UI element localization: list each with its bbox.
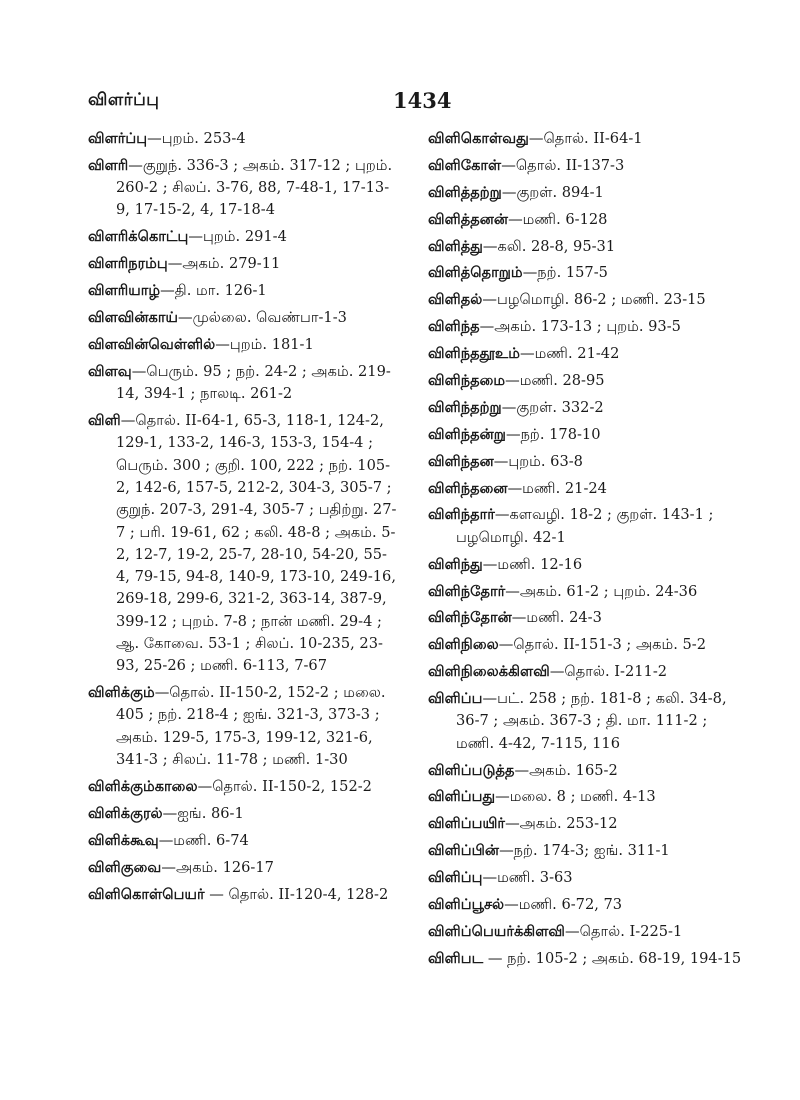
entry-references: —மணி. 21-42 (519, 345, 620, 363)
entry-references: —தி. மா. 126-1 (160, 282, 267, 300)
entry-references: —நற். 174-3; ஐங். 311-1 (499, 842, 670, 860)
index-entry (428, 504, 744, 549)
index-entry (88, 226, 400, 248)
entry-references: —அகம். 173-13 ; புறம். 93-5 (479, 318, 681, 336)
entry-headword: விளவின்வெள்ளில் (88, 335, 216, 353)
left-column (88, 128, 400, 910)
index-entry (88, 280, 400, 302)
entry-references: —மணி. 6-72, 73 (504, 896, 623, 914)
entry-headword: விளரி (88, 156, 129, 174)
entry-headword: விளிப்பூசல் (428, 896, 505, 914)
entry-references: —புறம். 181-1 (215, 335, 314, 353)
index-entry (88, 803, 400, 825)
entry-headword: விளிந்தமை (428, 372, 506, 390)
entry-references: —பெரும். 95 ; நற். 24-2 ; அகம். 219-14, 394-1 ; நாலடி. 261-2 (116, 362, 391, 403)
index-entry (88, 857, 400, 879)
entry-headword: விளிகொள்வது (428, 130, 529, 147)
entry-references: —அகம். 61-2 ; புறம். 24-36 (505, 582, 698, 600)
index-entry (428, 424, 744, 446)
entry-references: —தொல். I-225-1 (565, 922, 683, 940)
index-entry (88, 830, 400, 852)
index-entry (428, 155, 744, 177)
entry-headword: விளிந்தற்று (428, 398, 502, 416)
entry-references: —மணி. 12-16 (482, 555, 583, 573)
entry-references: —முல்லை. வெண்பா-1-3 (178, 309, 347, 327)
entry-headword: விளிக்குரல் (88, 804, 163, 822)
entry-references: —தொல். II-151-3 ; அகம். 5-2 (498, 636, 707, 654)
entry-headword: விளிக்கும் (88, 684, 155, 702)
entry-references: — தொல். II-120-4, 128-2 (204, 885, 389, 903)
index-entry (428, 554, 744, 576)
index-entry (428, 478, 744, 500)
index-entry (88, 682, 400, 771)
entry-references: —நற். 157-5 (522, 264, 608, 282)
entry-references: —மணி. 21-24 (507, 479, 607, 497)
index-entry (428, 760, 744, 782)
entry-references: —கலி. 28-8, 95-31 (482, 237, 616, 255)
entry-headword: விளிக்கும்காலை (88, 777, 198, 795)
entry-headword: விளிகுவை (88, 858, 162, 876)
index-entry (88, 776, 400, 798)
entry-references: —மணி. 3-63 (482, 869, 573, 887)
index-entry (428, 209, 744, 231)
index-entry (428, 128, 744, 150)
entry-references: —தொல். II-64-1 (528, 130, 643, 147)
index-entry (88, 334, 400, 356)
entry-headword: விளித்து (428, 237, 483, 255)
index-entry (428, 867, 744, 889)
index-entry (428, 236, 744, 258)
index-entry (428, 182, 744, 204)
index-entry (428, 316, 744, 338)
entry-references: —தொல். II-150-2, 152-2 ; மலை. 405 ; நற். 218-4 ; ஐங். 321-3, 373-3 ; அகம். 129-5, 175-3, 199-12, 321-6, 341-3 ; சிலப். 11-78 ; மணி. 1-30 (116, 684, 386, 769)
entry-headword: விளரிக்கொட்பு (88, 228, 189, 246)
entry-headword: விளிப்பயிர் (428, 815, 506, 833)
entry-headword: விளிந்தோர் (428, 582, 506, 600)
entry-headword: விளித்தனன் (428, 210, 509, 228)
entry-headword: விளிக்கூவு (88, 831, 159, 849)
entry-references: — நற். 105-2 ; அகம். 68-19, 194-15 (483, 949, 742, 967)
index-entry (428, 661, 744, 683)
index-entry (428, 581, 744, 603)
page-number: 1434 (393, 88, 452, 113)
entry-references: —புறம். 63-8 (493, 452, 583, 470)
entry-references: —அகம். 253-12 (505, 815, 618, 833)
index-entry (428, 894, 744, 916)
entry-headword: விளிகொள்பெயர் (88, 885, 205, 903)
entry-headword: விளித்தற்று (428, 183, 502, 201)
index-entry (428, 688, 744, 755)
entry-references: —நற். 178-10 (505, 425, 601, 443)
entry-headword: விளிதல் (428, 291, 483, 309)
entry-headword: விளிந்த (428, 318, 480, 336)
entry-headword: விளி (88, 412, 121, 430)
index-entry (428, 262, 744, 284)
entry-references: —தொல். II-137-3 (501, 156, 625, 174)
entry-headword: விளிகோள் (428, 156, 502, 174)
entry-headword: விளிப்பின் (428, 842, 500, 860)
entry-headword: விளரிநரம்பு (88, 255, 168, 273)
entry-headword: விளிந்ததூஉம் (428, 345, 520, 363)
entry-headword: விளரியாழ் (88, 282, 161, 300)
entry-headword: விளிப்பு (428, 869, 483, 887)
entry-headword: விளர்ப்பு (88, 130, 148, 147)
entry-references: —மணி. 6-128 (508, 210, 608, 228)
index-entry (88, 253, 400, 275)
entry-headword: விளிந்தோன் (428, 609, 512, 627)
entry-references: —தொல். II-64-1, 65-3, 118-1, 124-2, 129-1, 133-2, 146-3, 153-3, 154-4 ; பெரும். 300 ; குறி. 100, 222 ; நற். 105-2, 142-6, 157-5, 212-2, 304-3, 305-7 ; குறுந். 207-3, 291-4, 305-7 ; பதிற்று. 27-7 ; பரி. 19-61, 62 ; கலி. 48-8 ; அகம். 5-2, 12-7, 19-2, 25-7, 28-10, 54-20, 55-4, 79-15, 94-8, 140-9, 173-10, 249-16, 269-18, 299-6, 321-2, 363-14, 387-9, 399-12 ; புறம். 7-8 ; நான் மணி. 29-4 ; ஆ. கோவை. 53-1 ; சிலப். 10-235, 23-93, 25-26 ; மணி. 6-113, 7-67 (116, 412, 397, 675)
index-entry (428, 343, 744, 365)
right-column (428, 128, 744, 975)
entry-references: —மணி. 6-74 (158, 831, 249, 849)
index-entry (428, 607, 744, 629)
entry-references: —மலை. 8 ; மணி. 4-13 (495, 788, 656, 806)
entry-headword: விளித்தொறும் (428, 264, 523, 282)
entry-headword: விளிந்து (428, 555, 483, 573)
entry-references: —தொல். I-211-2 (549, 663, 668, 681)
entry-headword: விளிநிலைக்கிளவி (428, 663, 550, 681)
entry-references: —மணி. 24-3 (511, 609, 602, 627)
entry-references: —குறள். 332-2 (501, 398, 604, 416)
index-entry (428, 786, 744, 808)
index-entry (428, 921, 744, 943)
index-entry (88, 128, 400, 150)
entry-headword: விளிப்பது (428, 788, 496, 806)
entry-references: —அகம். 126-17 (161, 858, 274, 876)
entry-references: —பட். 258 ; நற். 181-8 ; கலி. 34-8, 36-7 ; அகம். 367-3 ; தி. மா. 111-2 ; மணி. 4-42, 7-115, 116 (456, 690, 727, 752)
running-head: விளர்ப்பு (88, 90, 160, 110)
index-entry (428, 451, 744, 473)
entry-headword: விளவு (88, 362, 132, 380)
entry-references: —அகம். 279-11 (167, 255, 281, 273)
entry-headword: விளிந்தன (428, 452, 494, 470)
entry-references: —மணி. 28-95 (505, 372, 605, 390)
entry-headword: விளிந்தனை (428, 479, 508, 497)
index-entry (428, 840, 744, 862)
entry-headword: விளிப்ப (428, 690, 483, 708)
entry-headword: விளிந்தார் (428, 506, 495, 524)
index-entry (428, 370, 744, 392)
entry-headword: விளவின்காய் (88, 309, 178, 327)
entry-references: —அகம். 165-2 (514, 761, 618, 779)
index-entry (88, 410, 400, 678)
index-entry (88, 307, 400, 329)
index-entry (88, 361, 400, 406)
index-entry (428, 397, 744, 419)
index-entry (88, 884, 400, 906)
index-entry (428, 289, 744, 311)
entry-references: —குறள். 894-1 (501, 183, 604, 201)
index-entry (88, 155, 400, 222)
index-entry (428, 813, 744, 835)
entry-headword: விளிப்பெயர்க்கிளவி (428, 922, 566, 940)
entry-references: —பழமொழி. 86-2 ; மணி. 23-15 (482, 291, 706, 309)
entry-headword: விளிபட (428, 949, 484, 967)
entry-references: —களவழி. 18-2 ; குறள். 143-1 ; பழமொழி. 42-1 (456, 506, 714, 546)
entry-references: —தொல். II-150-2, 152-2 (197, 777, 372, 795)
entry-references: —புறம். 291-4 (188, 228, 287, 246)
entry-references: —குறுந். 336-3 ; அகம். 317-12 ; புறம். 260-2 ; சிலப். 3-76, 88, 7-48-1, 17-13-9, 17-15-2, 4, 17-18-4 (116, 156, 393, 219)
index-entry (428, 948, 744, 970)
entry-references: —ஐங். 86-1 (162, 804, 244, 822)
entry-headword: விளிப்படுத்த (428, 761, 515, 779)
index-entry (428, 634, 744, 656)
entry-headword: விளிந்தன்று (428, 425, 506, 443)
entry-references: —புறம். 253-4 (147, 130, 246, 147)
entry-headword: விளிநிலை (428, 636, 499, 654)
